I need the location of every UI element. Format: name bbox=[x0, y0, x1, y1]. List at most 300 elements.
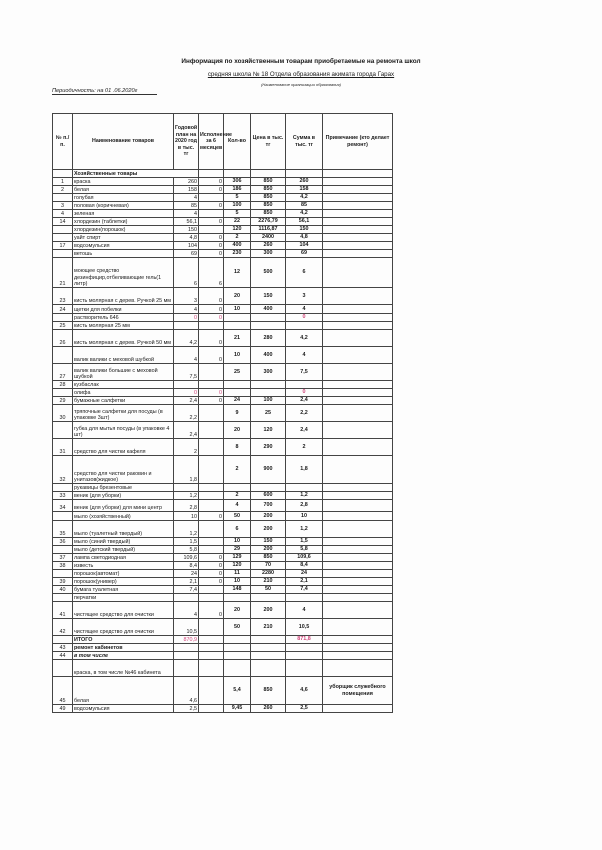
cell-plan: 1,2 bbox=[174, 492, 199, 500]
cell-plan: 4 bbox=[174, 194, 199, 202]
table-row bbox=[53, 288, 393, 305]
table-row bbox=[53, 570, 393, 578]
col-header-plan: Годовой план на 2020 год в тыс. тг bbox=[174, 114, 199, 170]
cell-note bbox=[323, 258, 393, 288]
table-row bbox=[53, 242, 393, 250]
cell-sum: 85 bbox=[286, 202, 323, 210]
cell-plan: 2,4 bbox=[174, 397, 199, 405]
cell-no bbox=[53, 546, 73, 554]
cell-note bbox=[323, 521, 393, 538]
cell-qty: 120 bbox=[224, 226, 251, 234]
cell-done bbox=[199, 619, 224, 636]
table-row bbox=[53, 652, 393, 660]
cell-price: 2280 bbox=[251, 570, 286, 578]
cell-plan: 4 bbox=[174, 305, 199, 314]
table-row bbox=[53, 250, 393, 258]
cell-qty: 8 bbox=[224, 439, 251, 456]
cell-name: мыло (хозяйственный) bbox=[73, 512, 174, 521]
cell-qty: 50 bbox=[224, 619, 251, 636]
cell-done bbox=[199, 538, 224, 546]
cell-sum: 104 bbox=[286, 242, 323, 250]
cell-name: валик валики большие с меховой шубкой bbox=[73, 364, 174, 381]
cell-name: мыло (туалетный твердый) bbox=[73, 521, 174, 538]
table-row bbox=[53, 305, 393, 314]
cell-no: 27 bbox=[53, 364, 73, 381]
cell-done bbox=[199, 594, 224, 602]
cell-name: уайт спирт bbox=[73, 234, 174, 242]
cell-qty: 120 bbox=[224, 562, 251, 570]
table-row bbox=[53, 602, 393, 619]
cell-plan: 10,5 bbox=[174, 619, 199, 636]
cell-plan bbox=[174, 484, 199, 492]
cell-plan: 0 bbox=[174, 389, 199, 397]
cell-sum bbox=[286, 594, 323, 602]
cell-name: губка для мытья посуды (в упаковке 4 шт) bbox=[73, 422, 174, 439]
table-row bbox=[53, 194, 393, 202]
cell-sum: 24 bbox=[286, 570, 323, 578]
cell-sum: 0 bbox=[286, 314, 323, 322]
cell-plan: 4 bbox=[174, 602, 199, 619]
cell-done: 0 bbox=[199, 202, 224, 210]
cell-note bbox=[323, 562, 393, 570]
cell-done: 0 bbox=[199, 314, 224, 322]
cell-price: 200 bbox=[251, 521, 286, 538]
table-row bbox=[53, 578, 393, 586]
cell-name: чистящее средство для очистки bbox=[73, 619, 174, 636]
cell-name: половая (коричневая) bbox=[73, 202, 174, 210]
cell-no: 37 bbox=[53, 554, 73, 562]
cell-name: голубая bbox=[73, 194, 174, 202]
table-row bbox=[53, 389, 393, 397]
cell-name: перчатки bbox=[73, 594, 174, 602]
cell-done bbox=[199, 636, 224, 644]
cell-no: 23 bbox=[53, 288, 73, 305]
cell-name: краска, в том числе №46 кабинета bbox=[73, 660, 174, 677]
cell-done: 0 bbox=[199, 570, 224, 578]
cell-plan: 5,8 bbox=[174, 546, 199, 554]
cell-no bbox=[53, 226, 73, 234]
col-header-done: Исполнение за 6 месяцев bbox=[199, 114, 224, 170]
cell-no bbox=[53, 570, 73, 578]
cell-plan bbox=[174, 594, 199, 602]
cell-sum: 4 bbox=[286, 602, 323, 619]
cell-qty: 10 bbox=[224, 538, 251, 546]
cell-sum: 3 bbox=[286, 288, 323, 305]
cell-note bbox=[323, 210, 393, 218]
cell-plan: 4,2 bbox=[174, 330, 199, 347]
table-row bbox=[53, 439, 393, 456]
cell-qty: 22 bbox=[224, 218, 251, 226]
cell-note bbox=[323, 242, 393, 250]
table-row bbox=[53, 521, 393, 538]
cell-no: 25 bbox=[53, 322, 73, 330]
cell-price: 210 bbox=[251, 619, 286, 636]
cell-qty bbox=[224, 652, 251, 660]
cell-sum: 7,5 bbox=[286, 364, 323, 381]
cell-price: 850 bbox=[251, 186, 286, 194]
cell-qty: 100 bbox=[224, 202, 251, 210]
cell-qty: 20 bbox=[224, 602, 251, 619]
cell-price: 500 bbox=[251, 258, 286, 288]
cell-price bbox=[251, 644, 286, 652]
cell-name: тряпочные салфетки для посуды (в упаковке 3шт) bbox=[73, 405, 174, 422]
cell-name: ИТОГО bbox=[73, 636, 174, 644]
table-row bbox=[53, 218, 393, 226]
cell-note bbox=[323, 364, 393, 381]
category-row bbox=[53, 170, 393, 178]
cell-plan: 1,2 bbox=[174, 521, 199, 538]
table-row bbox=[53, 660, 393, 677]
cell-done: 0 bbox=[199, 218, 224, 226]
cell-plan: 2,8 bbox=[174, 500, 199, 512]
cell-done bbox=[199, 586, 224, 594]
cell-sum: 2,1 bbox=[286, 578, 323, 586]
cell-price bbox=[251, 636, 286, 644]
cell-price bbox=[251, 660, 286, 677]
cell-name: кузбаслак bbox=[73, 381, 174, 389]
col-header-price: Цена в тыс. тг bbox=[251, 114, 286, 170]
cell-plan: 1,8 bbox=[174, 456, 199, 484]
cell-qty bbox=[224, 594, 251, 602]
cell-price: 280 bbox=[251, 330, 286, 347]
cell-plan bbox=[174, 381, 199, 389]
cell-no: 33 bbox=[53, 492, 73, 500]
cell-done: 0 bbox=[199, 389, 224, 397]
table-row bbox=[53, 347, 393, 364]
cell-name: щетки для побелки bbox=[73, 305, 174, 314]
cell-done: 0 bbox=[199, 397, 224, 405]
cell-price: 260 bbox=[251, 242, 286, 250]
cell-done bbox=[199, 456, 224, 484]
cell-sum: 1,2 bbox=[286, 521, 323, 538]
cell-plan: 109,6 bbox=[174, 554, 199, 562]
table-row bbox=[53, 619, 393, 636]
cell-sum: 69 bbox=[286, 250, 323, 258]
cell-no: 44 bbox=[53, 652, 73, 660]
cell-no bbox=[53, 250, 73, 258]
cell-qty: 21 bbox=[224, 330, 251, 347]
cell-name: средство для чистки кафеля bbox=[73, 439, 174, 456]
col-header-name: Наименование товаров bbox=[73, 114, 174, 170]
cell-note bbox=[323, 546, 393, 554]
table-row bbox=[53, 677, 393, 705]
cell-qty: 5 bbox=[224, 210, 251, 218]
cell-price bbox=[251, 314, 286, 322]
cell-note bbox=[323, 250, 393, 258]
table-row bbox=[53, 202, 393, 210]
cell-price: 150 bbox=[251, 538, 286, 546]
cell-price bbox=[251, 381, 286, 389]
cell-plan bbox=[174, 652, 199, 660]
col-header-sum: Сумма в тыс. тг bbox=[286, 114, 323, 170]
org-caption: (Наименование организации образования) bbox=[261, 82, 341, 87]
cell-qty: 2 bbox=[224, 492, 251, 500]
cell-plan: 4,6 bbox=[174, 677, 199, 705]
cell-done bbox=[199, 546, 224, 554]
cell-plan: 6 bbox=[174, 258, 199, 288]
cell-no bbox=[53, 594, 73, 602]
cell-done: 0 bbox=[199, 578, 224, 586]
cell-done bbox=[199, 644, 224, 652]
cell-done: 6 bbox=[199, 258, 224, 288]
cell-done: 0 bbox=[199, 305, 224, 314]
cell-no: 29 bbox=[53, 397, 73, 405]
table-row bbox=[53, 405, 393, 422]
cell-sum: 7,4 bbox=[286, 586, 323, 594]
cell-plan: 7,4 bbox=[174, 586, 199, 594]
cell-qty: 148 bbox=[224, 586, 251, 594]
cell-no bbox=[53, 660, 73, 677]
cell-note bbox=[323, 594, 393, 602]
cell-price bbox=[251, 484, 286, 492]
cell-qty: 29 bbox=[224, 546, 251, 554]
cell-plan: 4 bbox=[174, 210, 199, 218]
cell-name: краска bbox=[73, 178, 174, 186]
cell-done bbox=[199, 705, 224, 713]
table-row bbox=[53, 178, 393, 186]
cell-price: 290 bbox=[251, 439, 286, 456]
cell-no: 34 bbox=[53, 500, 73, 512]
cell-no bbox=[53, 194, 73, 202]
cell-name: порошок(универ) bbox=[73, 578, 174, 586]
cell-price: 150 bbox=[251, 288, 286, 305]
cell-done: 0 bbox=[199, 242, 224, 250]
cell-name: ремонт кабинетов bbox=[73, 644, 174, 652]
cell-qty: 4 bbox=[224, 500, 251, 512]
cell-no bbox=[53, 512, 73, 521]
table-body bbox=[53, 170, 393, 713]
table-row bbox=[53, 258, 393, 288]
cell-name: бумажные салфетки bbox=[73, 397, 174, 405]
cell-qty: 10 bbox=[224, 305, 251, 314]
cell-qty: 20 bbox=[224, 288, 251, 305]
cell-done: 0 bbox=[199, 602, 224, 619]
cell-sum: 10 bbox=[286, 512, 323, 521]
cell-name: мыло (детский твердый) bbox=[73, 546, 174, 554]
cell-qty bbox=[224, 322, 251, 330]
cell-price: 200 bbox=[251, 546, 286, 554]
document-title: Информация по хозяйственным товарам приобретаемые на ремонта школ bbox=[181, 58, 421, 65]
cell-done: 0 bbox=[199, 562, 224, 570]
cell-name: зеленая bbox=[73, 210, 174, 218]
cell-plan: 56,1 bbox=[174, 218, 199, 226]
cell-plan bbox=[174, 644, 199, 652]
cell-no: 14 bbox=[53, 218, 73, 226]
cell-price: 850 bbox=[251, 194, 286, 202]
cell-done bbox=[199, 210, 224, 218]
cell-sum: 4,2 bbox=[286, 210, 323, 218]
cell-done bbox=[199, 652, 224, 660]
cell-note bbox=[323, 652, 393, 660]
cell-note bbox=[323, 397, 393, 405]
cell-qty: 9,45 bbox=[224, 705, 251, 713]
cell-done bbox=[199, 677, 224, 705]
cell-name: водоэмульсия bbox=[73, 242, 174, 250]
cell-plan: 8,4 bbox=[174, 562, 199, 570]
cell-price: 850 bbox=[251, 202, 286, 210]
cell-sum: 260 bbox=[286, 178, 323, 186]
cell-price: 400 bbox=[251, 305, 286, 314]
cell-qty: 5 bbox=[224, 194, 251, 202]
cell-note bbox=[323, 305, 393, 314]
cell-note bbox=[323, 178, 393, 186]
cell-no bbox=[53, 389, 73, 397]
cell-sum bbox=[286, 381, 323, 389]
cell-no bbox=[53, 314, 73, 322]
cell-note bbox=[323, 644, 393, 652]
cell-note bbox=[323, 194, 393, 202]
cell-qty bbox=[224, 484, 251, 492]
cell-no: 36 bbox=[53, 538, 73, 546]
cell-done bbox=[199, 194, 224, 202]
cell-name: кисть молярная с дерев. Ручкой 25 мм bbox=[73, 288, 174, 305]
cell-price: 1116,87 bbox=[251, 226, 286, 234]
table-row bbox=[53, 546, 393, 554]
cell-name: лампа светодиодная bbox=[73, 554, 174, 562]
cell-note bbox=[323, 578, 393, 586]
cell-sum bbox=[286, 644, 323, 652]
cell-done: 0 bbox=[199, 288, 224, 305]
cell-qty: 2 bbox=[224, 234, 251, 242]
cell-plan: 2,5 bbox=[174, 705, 199, 713]
cell-note bbox=[323, 330, 393, 347]
cell-plan: 2 bbox=[174, 439, 199, 456]
col-header-note: Примечание (кто делает ремонт) bbox=[323, 114, 393, 170]
cell-qty: 186 bbox=[224, 186, 251, 194]
table-row bbox=[53, 456, 393, 484]
cell-name: валик валики с меховой шубкой bbox=[73, 347, 174, 364]
cell-plan: 2,2 bbox=[174, 405, 199, 422]
table-row bbox=[53, 554, 393, 562]
cell-no: 35 bbox=[53, 521, 73, 538]
cell-price: 100 bbox=[251, 397, 286, 405]
cell-name: водоэмульсия bbox=[73, 705, 174, 713]
cell-price: 120 bbox=[251, 422, 286, 439]
cell-sum: 56,1 bbox=[286, 218, 323, 226]
cell-price: 50 bbox=[251, 586, 286, 594]
cell-note bbox=[323, 381, 393, 389]
table-header-row bbox=[53, 114, 393, 170]
cell-no: 49 bbox=[53, 705, 73, 713]
cell-price: 900 bbox=[251, 456, 286, 484]
table-row bbox=[53, 186, 393, 194]
cell-qty: 25 bbox=[224, 364, 251, 381]
cell-sum: 150 bbox=[286, 226, 323, 234]
table-row bbox=[53, 705, 393, 713]
cell-note bbox=[323, 288, 393, 305]
cell-price: 260 bbox=[251, 705, 286, 713]
cell-no: 43 bbox=[53, 644, 73, 652]
cell-note bbox=[323, 405, 393, 422]
cell-name: хлордезин (таблетки) bbox=[73, 218, 174, 226]
cell-sum: 2,2 bbox=[286, 405, 323, 422]
cell-done bbox=[199, 521, 224, 538]
cell-sum bbox=[286, 322, 323, 330]
cell-done bbox=[199, 226, 224, 234]
cell-plan: 104 bbox=[174, 242, 199, 250]
cell-price: 400 bbox=[251, 347, 286, 364]
table-row bbox=[53, 594, 393, 602]
cell-done bbox=[199, 422, 224, 439]
cell-note bbox=[323, 570, 393, 578]
cell-price: 2400 bbox=[251, 234, 286, 242]
cell-qty: 6 bbox=[224, 521, 251, 538]
table-row bbox=[53, 322, 393, 330]
cell-price: 300 bbox=[251, 364, 286, 381]
table-row bbox=[53, 314, 393, 322]
cell-sum: 4,6 bbox=[286, 677, 323, 705]
cell-qty: 50 bbox=[224, 512, 251, 521]
cell-plan: 870,9 bbox=[174, 636, 199, 644]
cell-price bbox=[251, 322, 286, 330]
cell-qty: 11 bbox=[224, 570, 251, 578]
cell-sum: 2,4 bbox=[286, 397, 323, 405]
table-row bbox=[53, 381, 393, 389]
cell-sum bbox=[286, 652, 323, 660]
cell-name: ветошь bbox=[73, 250, 174, 258]
cell-no: 32 bbox=[53, 456, 73, 484]
cell-qty: 10 bbox=[224, 578, 251, 586]
cell-done bbox=[199, 492, 224, 500]
cell-note bbox=[323, 234, 393, 242]
cell-plan: 24 bbox=[174, 570, 199, 578]
cell-note bbox=[323, 554, 393, 562]
cell-no: 24 bbox=[53, 305, 73, 314]
cell-qty: 10 bbox=[224, 347, 251, 364]
cell-plan: 10 bbox=[174, 512, 199, 521]
cell-no: 21 bbox=[53, 258, 73, 288]
col-header-qty: Кол-во bbox=[224, 114, 251, 170]
cell-price: 850 bbox=[251, 554, 286, 562]
cell-done bbox=[199, 364, 224, 381]
cell-done bbox=[199, 439, 224, 456]
cell-qty: 9 bbox=[224, 405, 251, 422]
cell-sum: 4 bbox=[286, 305, 323, 314]
cell-qty: 2 bbox=[224, 456, 251, 484]
cell-note bbox=[323, 314, 393, 322]
cell-no: 41 bbox=[53, 602, 73, 619]
table-row bbox=[53, 512, 393, 521]
cell-no: 45 bbox=[53, 677, 73, 705]
cell-plan: 4 bbox=[174, 347, 199, 364]
cell-sum: 4,2 bbox=[286, 330, 323, 347]
cell-sum: 5,8 bbox=[286, 546, 323, 554]
cell-qty: 24 bbox=[224, 397, 251, 405]
cell-sum: 4,2 bbox=[286, 194, 323, 202]
cell-no: 42 bbox=[53, 619, 73, 636]
cell-note bbox=[323, 322, 393, 330]
cell-note bbox=[323, 456, 393, 484]
cell-plan: 1,5 bbox=[174, 538, 199, 546]
table-row bbox=[53, 538, 393, 546]
table-row bbox=[53, 330, 393, 347]
cell-name: порошок(автомат) bbox=[73, 570, 174, 578]
cell-no: 38 bbox=[53, 562, 73, 570]
cell-done: 0 bbox=[199, 347, 224, 364]
cell-note bbox=[323, 586, 393, 594]
category-label: Хозяйственные товары bbox=[73, 170, 199, 178]
cell-sum bbox=[286, 660, 323, 677]
cell-qty bbox=[224, 644, 251, 652]
cell-note bbox=[323, 705, 393, 713]
cell-qty: 230 bbox=[224, 250, 251, 258]
cell-name: веник (для уборки) bbox=[73, 492, 174, 500]
goods-table bbox=[52, 113, 393, 713]
cell-done: 0 bbox=[199, 554, 224, 562]
cell-note bbox=[323, 492, 393, 500]
cell-price: 70 bbox=[251, 562, 286, 570]
cell-plan: 2,4 bbox=[174, 422, 199, 439]
